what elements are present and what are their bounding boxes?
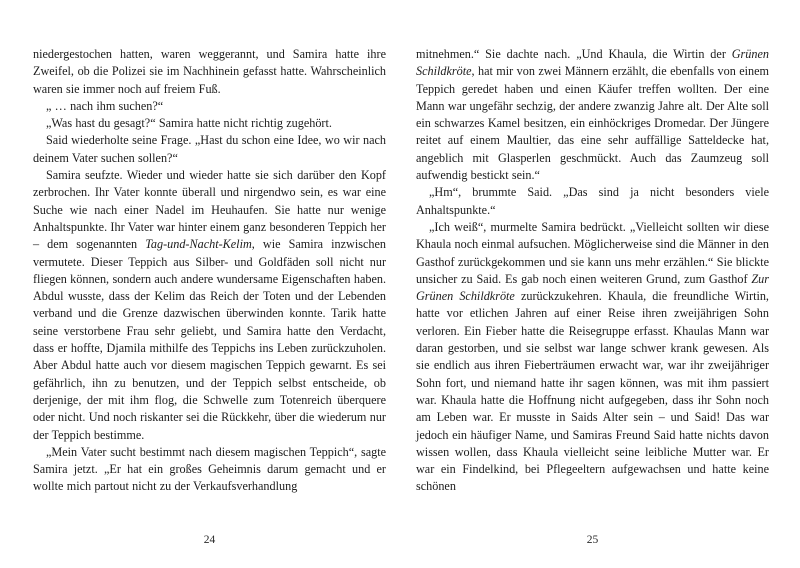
text-run: , wie Samira inzwischen vermutete. Dieser Teppich aus Silber- und Goldfäden soll nicht nur fliegen können, sondern auch andere wundersame Eigenschaften haben. Abdul wusste, dass der Kelim das Reich der Toten und der Lebenden verband und die Grenze dazwischen überwinden konnte. Tarik hatte seine verstorbene Frau sehr geliebt, und Samira hatte den Verdacht, dass er hoffte, Djamila mithilfe des Teppichs ins Leben zurückzuholen. Aber Abdul hatte auch vor diesem magischen Teppich gewarnt. Es sei gefährlich, ihn zu benutzen, und der Teppich selbst entscheide, ob derjenige, der mit ihm flog, die Schwelle zum Totenreich überquere oder nicht. Und noch riskanter sei die Rückkehr, über die wiederum nur der Teppich bestimme. [33,237,386,442]
text-run: „Was hast du gesagt?“ Samira hatte nicht richtig zugehört. [46,116,332,131]
italic-text-run: Tag-und-Nacht-Kelim [145,237,252,252]
page-text-right [416,46,769,496]
paragraph [416,184,769,219]
paragraph [33,444,386,496]
book-page-left [33,46,386,568]
text-run: , hat mir von zwei Männern erzählt, die ebenfalls von einem Teppich geredet haben und einen Käufer treffen wollten. Der eine Mann war ungefähr sechzig, der andere zwanzig Jahre alt. Der Alte soll ein schwarzes Kamel besitzen, ein einhöckriges Dromedar. Der Jüngere reitet auf einem Maultier, das eine sehr auffällige Satteldecke hat, angeblich mit Glasperlen geschmückt. Auch das Zaumzeug soll aufwendig bestickt sein.“ [416,64,769,183]
italic-text-run: Zur Grünen Schildkröte [416,271,769,304]
paragraph [416,46,769,184]
book-page-right [416,46,769,568]
text-run: „Hm“, brummte Said. „Das sind ja nicht besonders viele Anhaltspunkte.“ [416,185,769,217]
text-run: Said wiederholte seine Frage. „Hast du schon eine Idee, wo wir nach deinem Vater suchen sollen?“ [33,133,386,165]
text-run: zurückzukehren. Khaula, die freundliche Wirtin, hatte vor etlichen Jahren auf einer Reise ihren zweijährigen Sohn verloren. Ein Fieber hatte die Reisegruppe erfasst. Khaulas Mann war daran gestorben, und sie selbst war lange schwer krank gewesen. Als sie endlich aus ihren Fieberträumen erwacht war, war ihr zweijähriger Sohn fort, und niemand hatte ihr sagen können, was mit ihm passiert war. Khaula hatte die Hoffnung nicht aufgegeben, dass ihr Sohn noch am Leben war. Er musste in Saids Alter sein – und Said! Das war jedoch ein häufiger Name, und Samiras Freund Said hatte nichts davon wissen wollen, dass Khaula vielleicht seine leibliche Mutter war. Er war ein Findelkind, bei Pflegeeltern aufgewachsen und hatte keine schönen [416,289,769,494]
page-number-right: 25 [586,534,599,546]
italic-text-run: Grünen Schildkröte [416,47,769,79]
page-text-left [33,46,386,496]
paragraph [33,167,386,444]
paragraph [33,132,386,167]
text-run: Samira seufzte. Wieder und wieder hatte sie sich darüber den Kopf zerbrochen. Ihr Vater konnte überall und nirgendwo sein, es war eine Suche wie nach einer Nadel im Heuhaufen. Sie hatte nur wenige Anhaltspunkte. Ihr Vater war hinter einem ganz besonderen Teppich her – dem sogenannten [33,168,386,252]
page-number-left: 24 [203,534,216,546]
paragraph [33,98,386,115]
text-run: niedergestochen hatten, waren weggerannt, und Samira hatte ihre Zweifel, ob die Polizei sie im Nachhinein gefasst hatte. Wahrscheinlich waren sie immer noch auf freiem Fuß. [33,47,386,96]
text-run: „ … nach ihm suchen?“ [46,98,164,113]
paragraph [33,115,386,132]
text-run: mitnehmen.“ Sie dachte nach. „Und Khaula, die Wirtin der [416,47,732,61]
text-run: „Ich weiß“, murmelte Samira bedrückt. „Vielleicht sollten wir diese Khaula noch einmal aufsuchen. Möglicherweise sind die Männer in den Gasthof zurückgekommen und sie kann uns mehr erzählen.“ Sie blickte unsicher zu Said. Es gab noch einen weiteren Grund, zum Gasthof [416,219,769,286]
paragraph [33,46,386,98]
paragraph [416,219,769,496]
text-run: „Mein Vater sucht bestimmt nach diesem magischen Teppich“, sagte Samira jetzt. „Er hat ein großes Geheimnis darum gemacht und er wollte mich partout nicht zu der Verkaufsverhandlung [33,444,386,494]
